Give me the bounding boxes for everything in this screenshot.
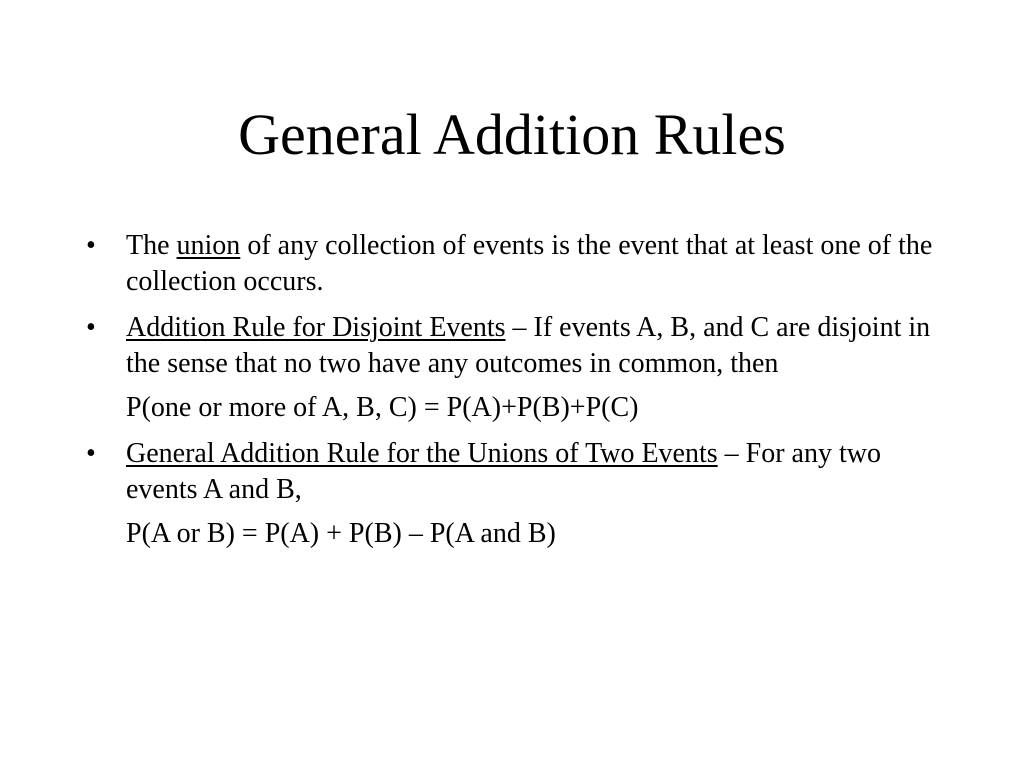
underlined-term: Addition Rule for Disjoint Events bbox=[126, 312, 506, 343]
slide-body bbox=[86, 228, 946, 562]
underlined-term: General Addition Rule for the Unions of Two Events bbox=[126, 438, 718, 469]
underlined-term: union bbox=[176, 230, 241, 261]
bullet-text: of any collection of events is the event that at least one of the collection occurs. bbox=[126, 230, 933, 297]
formula-general: P(A or B) = P(A) + P(B) – P(A and B) bbox=[126, 518, 556, 549]
bullet-text: – For any two events A and B, bbox=[126, 438, 881, 505]
formula-disjoint: P(one or more of A, B, C) = P(A)+P(B)+P(C) bbox=[126, 392, 639, 423]
bullet-marker: • bbox=[86, 230, 96, 261]
bullet-marker: • bbox=[86, 312, 96, 343]
bullet-item-union bbox=[86, 228, 946, 300]
bullet-item-general-rule bbox=[86, 436, 946, 508]
bullet-text: – If events A, B, and C are disjoint in the sense that no two have any outcomes in common, then bbox=[126, 312, 931, 379]
bullet-item-disjoint-rule bbox=[86, 310, 946, 382]
bullet-text-prefix: The bbox=[126, 230, 177, 261]
bullet-marker: • bbox=[86, 438, 96, 469]
slide-title: General Addition Rules bbox=[238, 102, 786, 167]
